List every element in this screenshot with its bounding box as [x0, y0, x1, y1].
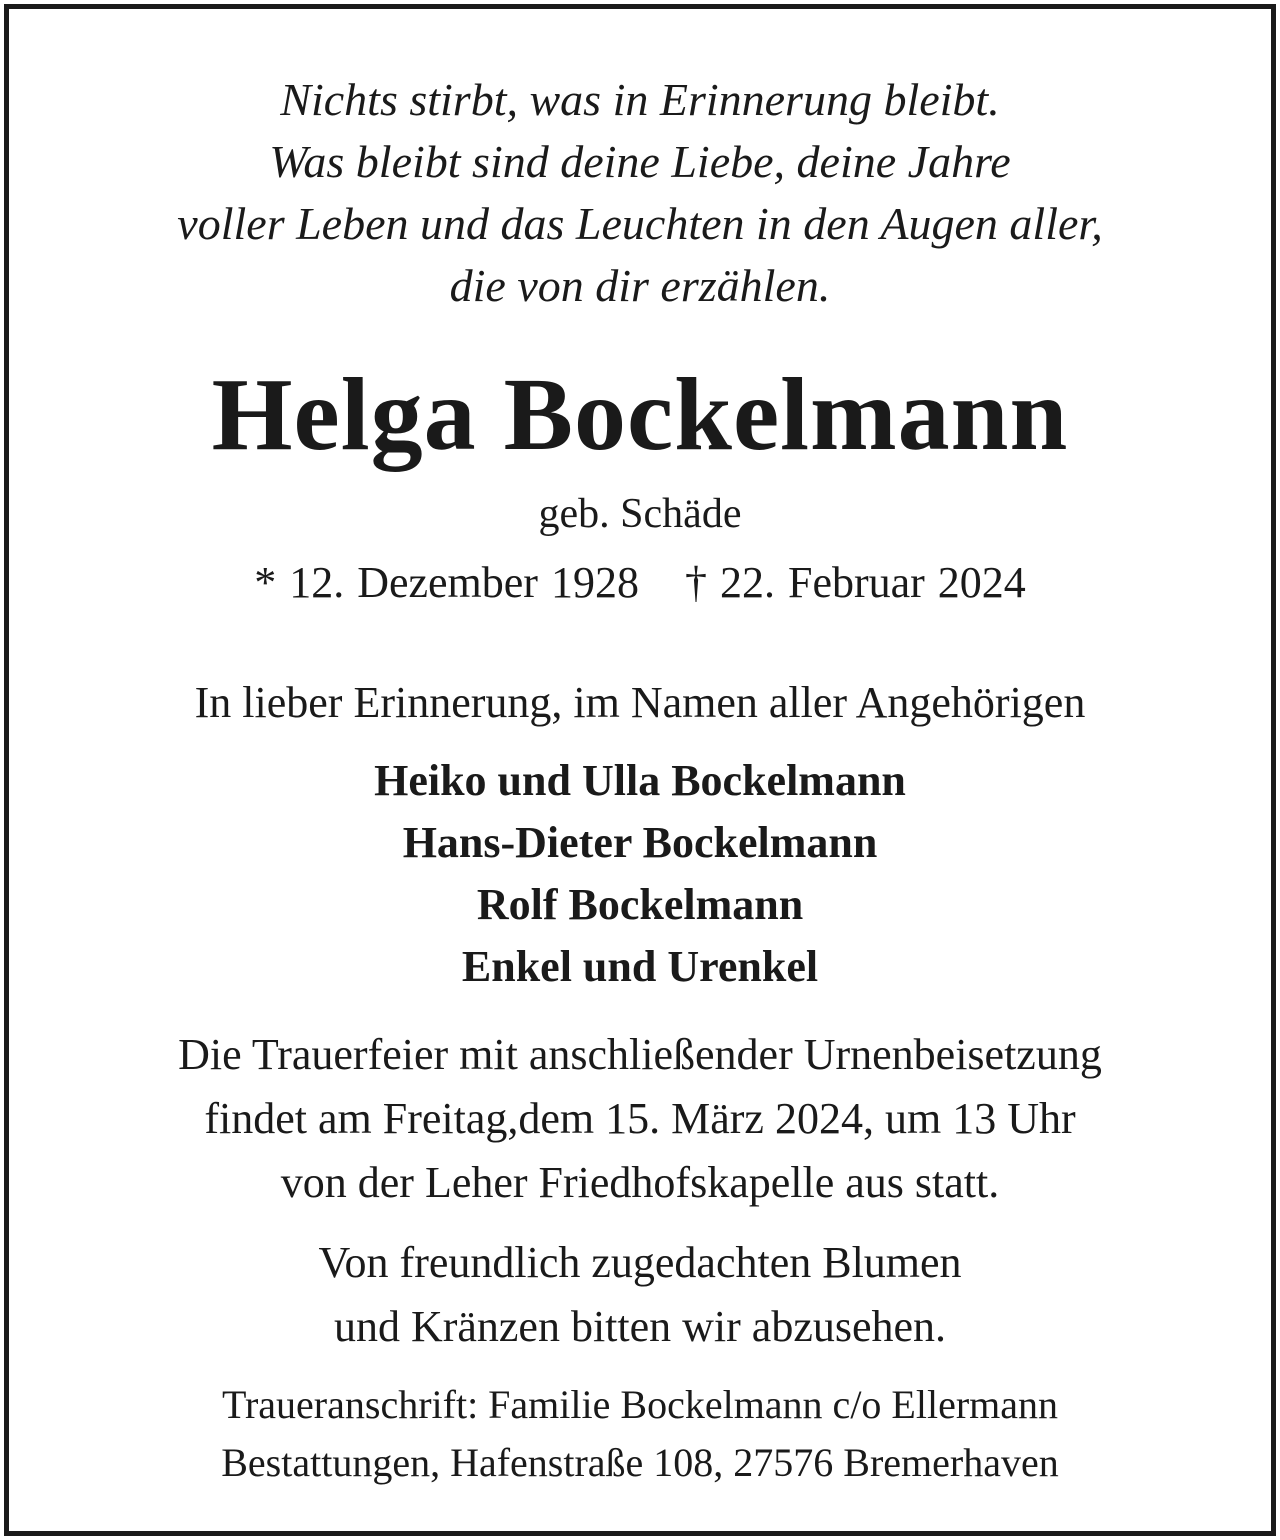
mourning-address-line: Bestattungen, Hafenstraße 108, 27576 Bremerhaven — [221, 1440, 1059, 1485]
mourning-address-line: Traueranschrift: Familie Bockelmann c/o Ellermann — [221, 1382, 1059, 1427]
mourner-name: Enkel und Urenkel — [461, 942, 819, 991]
ceremony-line: Die Trauerfeier mit anschließender Urnenbeisetzung — [178, 1030, 1102, 1079]
obituary-notice — [4, 4, 1276, 1536]
birth-name: geb. Schäde — [538, 491, 742, 537]
flowers-note-line: Von freundlich zugedachten Blumen — [318, 1238, 962, 1287]
birth-date: * 12. Dezember 1928 — [254, 558, 639, 607]
motto-line: voller Leben und das Leuchten in den Augen aller, — [177, 198, 1103, 249]
motto-line: Was bleibt sind deine Liebe, deine Jahre — [269, 136, 1011, 187]
mourner-name: Heiko und Ulla Bockelmann — [374, 756, 906, 805]
motto-line: die von dir erzählen. — [449, 260, 831, 311]
intro-line: In lieber Erinnerung, im Namen aller Angehörigen — [194, 678, 1086, 727]
ceremony-line: findet am Freitag,dem 15. März 2024, um 13 Uhr — [204, 1094, 1076, 1143]
deceased-name: Helga Bockelmann — [211, 357, 1069, 472]
motto-line: Nichts stirbt, was in Erinnerung bleibt. — [280, 74, 1000, 125]
mourner-name: Rolf Bockelmann — [476, 880, 804, 929]
flowers-note-line: und Kränzen bitten wir abzusehen. — [333, 1302, 947, 1351]
ceremony-line: von der Leher Friedhofskapelle aus statt. — [280, 1158, 1000, 1207]
death-date: † 22. Februar 2024 — [684, 558, 1026, 607]
mourner-name: Hans-Dieter Bockelmann — [402, 818, 878, 867]
life-dates — [9, 558, 1271, 607]
